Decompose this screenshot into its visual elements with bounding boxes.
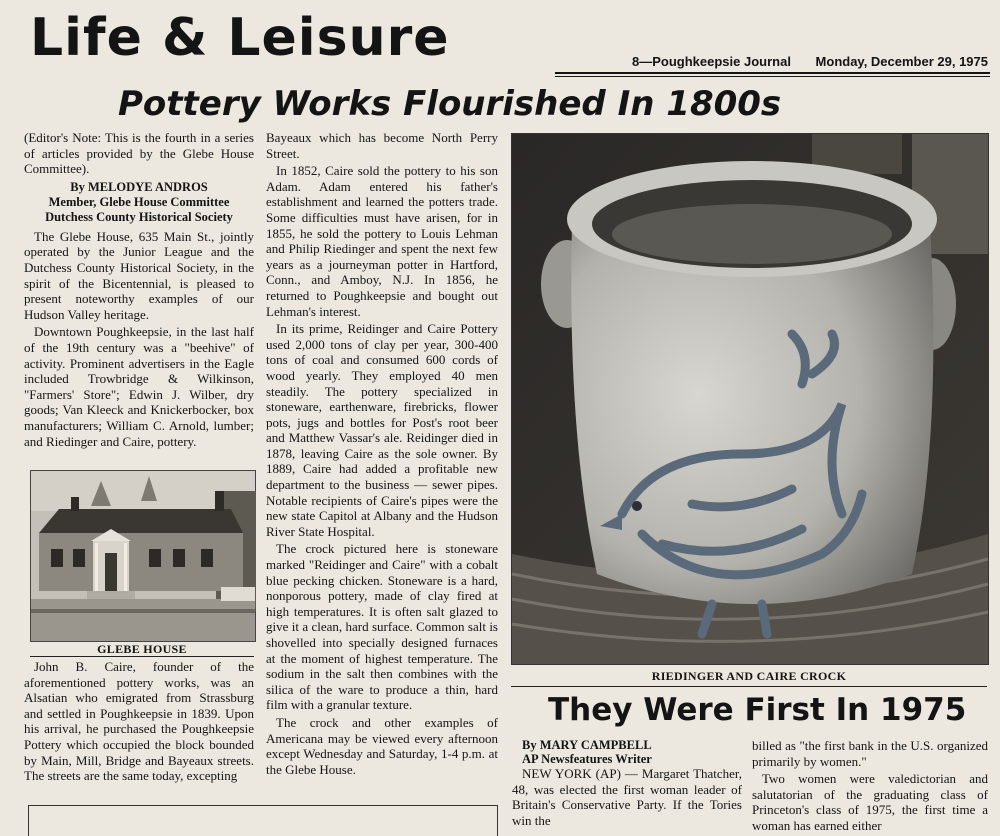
second-byline: [522, 738, 652, 766]
masthead-rule: [555, 72, 990, 74]
second-article-column-2: [752, 738, 988, 833]
caption-rule: [511, 686, 987, 687]
article-column-2: [266, 130, 498, 779]
second-article-column-1: [512, 766, 742, 828]
paragraph: In its prime, Reidinger and Caire Pottery used 2,000 tons of clay per year, 300-400 tons of coal and consumed 600 cords of wood yearly. They employed 40 men steadily. The pottery specialized in stoneware, earthenware, firebricks, flower pots, jugs and bottles for Post's root beer and Matthew Vassar's ale. Reidinger died in 1878, leaving Caire as the sole owner. By 1889, Caire had added a profitable new department to the business — sewer pipes. Notable recipients of Caire's pipes were the new state Capitol at Albany and the Hudson River State Hospital.: [266, 321, 498, 539]
paragraph: The crock pictured here is stoneware marked "Reidinger and Caire" with a cobalt blue pecking chicken. Stoneware is a hard, nonporous pottery, made of clay fired at high temperatures. It is often salt glazed to give it a clean, hard surface. Common salt is shovelled into specially designed furnaces at the moment of highest temperature. The sodium in the salt then combines with the silica of the ware to produce a thin, hard film with a granular texture.: [266, 541, 498, 713]
byline-role: AP Newsfeatures Writer: [522, 752, 652, 766]
paragraph: Downtown Poughkeepsie, in the last half of the 19th century was a "beehive" of activity. Prominent advertisers in the Eagle included Trowbridge & Wilkinson, "Farmers' Store"; Edwin J. Wilber, dry goods; Van Kleeck and Knickerbocker, box manufacturers; William C. Arnold, lumber; and Riedinger and Caire, pottery.: [24, 324, 254, 449]
paragraph: The crock and other examples of Americana may be viewed every afternoon except Wednesday and Saturday, 1-4 p.m. at the Glebe House.: [266, 714, 498, 777]
crock-photo: [511, 133, 989, 665]
house-caption: GLEBE HOUSE: [97, 642, 187, 656]
article-column-1: [24, 130, 254, 451]
publication-date: Monday, December 29, 1975: [815, 54, 988, 69]
article-column-1-lower: [24, 659, 254, 786]
crock-caption: RIEDINGER AND CAIRE CROCK: [651, 669, 847, 683]
byline-author: By MELODYE ANDROS: [70, 179, 208, 194]
masthead-rule-thin: [555, 76, 990, 77]
paragraph: John B. Caire, founder of the aforementioned pottery works, was an Alsatian who emigrated from Strassburg and settled in Poughkeepsie in 1839. Upon his arrival, he purchased the Poughkeepsie Pottery which occupied the block bounded by Main, Mill, Bridge and Bayeaux streets. The streets are the same today, excepting: [24, 659, 254, 784]
paragraph: In 1852, Caire sold the pottery to his son Adam. Adam entered his father's establishment and learned the potters trade. Some difficulties must have arisen, for in 1855, he sold the pottery to Louis Lehman and Philip Riedinger and spent the next few years as a journeyman potter in Hartford, Conn., and Amboy, N.J. In 1856, he returned to Poughkeepsie and bought out Lehman's interest.: [266, 163, 498, 319]
section-title: Life & Leisure: [30, 8, 450, 68]
paragraph: Two women were valedictorian and salutatorian of the graduating class of Princeton's class of 1975, the first time a woman has earned either: [752, 771, 988, 833]
paragraph: The Glebe House, 635 Main St., jointly operated by the Junior League and the Dutchess County Historical Society, in the spirit of the Bicentennial, is pleased to present noteworthy examples of our Hudson Valley heritage.: [24, 228, 254, 322]
glebe-house-photo: [30, 470, 256, 642]
paragraph: billed as "the first bank in the U.S. organized primarily by women.": [752, 738, 988, 769]
byline-org: Dutchess County Historical Society: [45, 209, 233, 224]
article-headline: Pottery Works Flourished In 1800s: [118, 84, 782, 124]
caption-rule: [30, 656, 254, 657]
article-byline: [24, 180, 254, 225]
second-headline: They Were First In 1975: [548, 692, 967, 728]
byline-role: Member, Glebe House Committee: [48, 194, 230, 209]
page-reference: 8—Poughkeepsie Journal: [632, 54, 791, 69]
paragraph: NEW YORK (AP) — Margaret Thatcher, 48, was elected the first woman leader of Britain's Conservative Party. If the Tories win the: [512, 766, 742, 828]
byline-author: By MARY CAMPBELL: [522, 738, 652, 752]
bottom-box: [28, 805, 498, 836]
paragraph: Bayeaux which has become North Perry Street.: [266, 130, 498, 161]
editors-note: (Editor's Note: This is the fourth in a series of articles provided by the Glebe House Committee).: [24, 130, 254, 177]
